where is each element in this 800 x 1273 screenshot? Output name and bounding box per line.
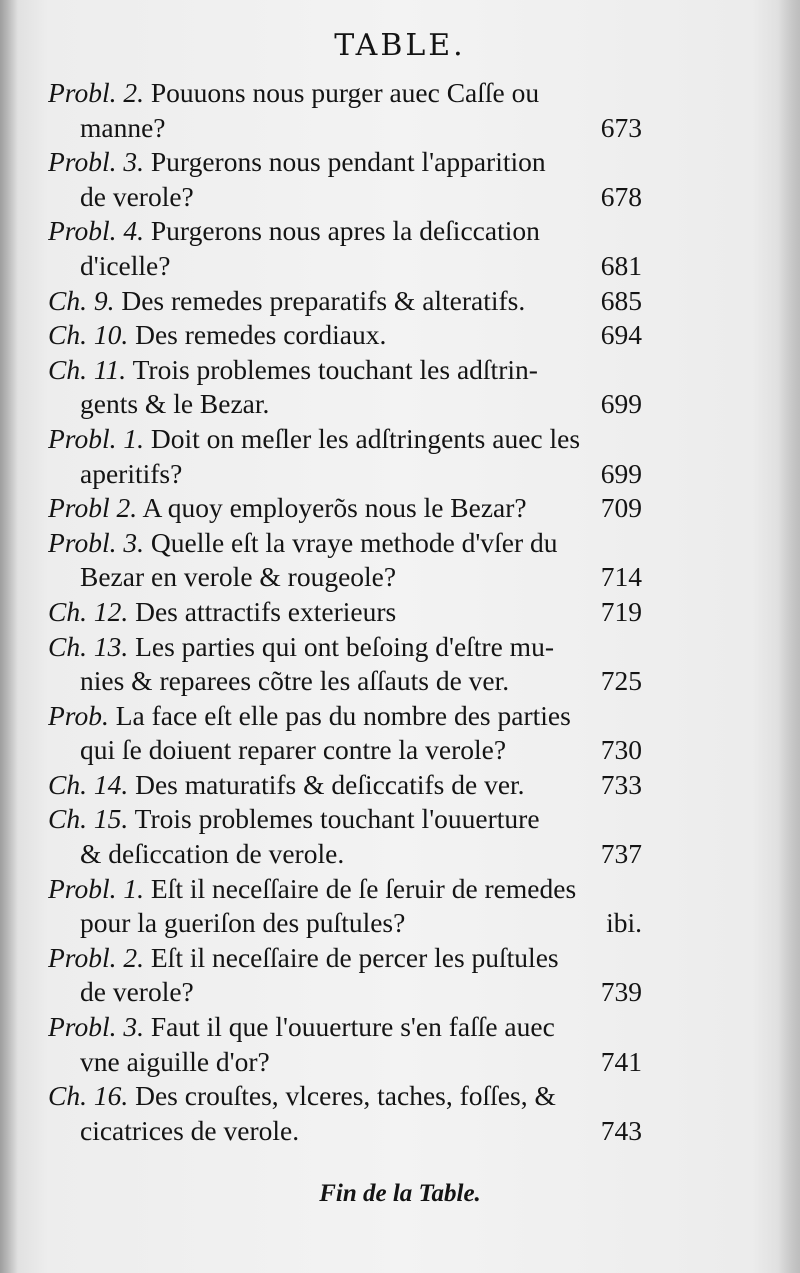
toc-entry-page: 699 [600,457,642,489]
toc-entry-title: Des attractifs exterieurs [135,595,397,627]
toc-entry-label: Ch. 12. [48,595,129,627]
toc-entry-line [48,1079,642,1114]
toc-entry-title: Eſt il neceſſaire de percer les puſtules [150,941,559,973]
toc-entry-text-wrap [80,664,509,699]
toc-entry-page: 714 [600,561,642,593]
toc-entry-title: Bezar en verole & rougeole? [80,561,397,593]
toc-entry-line [48,941,642,976]
toc-entry-line [48,111,642,146]
toc-entry-title: Doit on meſler les adſtringents auec les [150,422,581,454]
toc-entry-label: Prob. [48,699,109,731]
toc-entry-title: Eſt il neceſſaire de ſe ſeruir de remedes [150,872,577,904]
toc-entry-line [48,422,642,457]
toc-entry-title: La face eſt elle pas du nombre des parties [115,699,571,731]
toc-entry-title: Trois problemes touchant les adſtrin- [132,353,538,385]
toc-entry [48,941,642,1010]
toc-entry-line [48,975,642,1010]
gutter-shadow [0,0,18,1273]
toc-entry-title: cicatrices de verole. [80,1114,300,1146]
toc-entry-text-wrap [48,1080,556,1111]
toc-entry-text-wrap [48,768,525,803]
toc-entry-label: Probl. 4. [48,215,144,247]
toc-entry-text-wrap [80,733,506,768]
toc-entry-line [48,180,642,215]
toc-entry [48,1079,642,1148]
toc-entry-title: gents & le Bezar. [80,388,270,420]
toc-entry-page: 694 [600,319,642,351]
toc-entry-line [48,837,642,872]
toc-entry-text-wrap [48,77,539,108]
toc-entry-title: Les parties qui ont beſoing d'eſtre mu- [135,630,554,662]
toc-entry-title: de verole? [80,976,194,1008]
toc-entry-page: 737 [600,838,642,870]
toc-entry-line [48,595,642,630]
page-edge [778,0,800,1273]
toc-entry-page: 733 [600,768,642,800]
toc-entry-text-wrap [80,1045,270,1080]
toc-entry-text-wrap [80,457,182,492]
toc-entry [48,76,642,145]
toc-entry-title: aperitifs? [80,457,183,489]
toc-entry [48,872,642,941]
toc-entry-title: nies & reparees cõtre les aſſauts de ver. [80,665,510,697]
toc-entry-text-wrap [80,906,405,941]
toc-entry [48,422,642,491]
toc-entry-text-wrap [48,146,546,177]
toc-entry-label: Probl. 3. [48,526,144,558]
toc-entry-line [48,526,642,561]
toc-entry-label: Probl. 2. [48,77,144,108]
running-head: TABLE. [334,28,466,63]
toc-entry-line [48,284,642,319]
toc-entry-line [48,699,642,734]
toc-entry-text-wrap [48,942,559,973]
toc-entry-line [48,1010,642,1045]
toc-entry-text-wrap [80,837,344,872]
toc-entry-title: d'icelle? [80,249,171,281]
toc-entry-title: Purgerons nous apres la deſiccation [150,215,540,247]
toc-entry [48,768,642,803]
toc-entry-line [48,457,642,492]
colophon: Fin de la Table. [319,1180,481,1207]
toc-entry-line [48,802,642,837]
toc-entry-text-wrap [48,631,554,662]
toc-entry [48,491,642,526]
toc-entry [48,699,642,768]
toc-entry-line [48,145,642,180]
toc-entry-label: Probl. 2. [48,941,144,973]
toc-entry-title: de verole? [80,180,194,212]
toc-entry-line [48,1045,642,1080]
toc-entry-line [48,906,642,941]
table-of-contents [48,76,642,1148]
toc-entry-line [48,733,642,768]
toc-entry-text-wrap [48,284,525,319]
toc-entry-text-wrap [80,387,269,422]
toc-entry-text-wrap [48,873,576,904]
toc-entry-label: Ch. 9. [48,284,115,316]
toc-entry [48,595,642,630]
toc-entry-text-wrap [48,1011,555,1042]
toc-entry-text-wrap [48,527,557,558]
toc-entry-page: 741 [600,1045,642,1077]
toc-entry-text-wrap [48,595,396,630]
toc-entry [48,630,642,699]
toc-entry-text-wrap [48,318,386,353]
toc-entry-line [48,387,642,422]
toc-entry [48,318,642,353]
toc-entry-page: 719 [600,595,642,627]
toc-entry-title: pour la gueriſon des puſtules? [80,907,406,939]
toc-entry [48,353,642,422]
toc-entry-label: Ch. 16. [48,1080,129,1112]
toc-entry-line [48,491,642,526]
toc-entry-line [48,872,642,907]
toc-entry-title: Trois problemes touchant l'ouuerture [134,803,540,835]
toc-entry-text-wrap [48,803,540,834]
toc-entry-page: 681 [600,249,642,281]
toc-entry-label: Ch. 15. [48,803,129,835]
toc-entry-line [48,1114,642,1149]
toc-entry-text-wrap [48,700,571,731]
toc-entry [48,1010,642,1079]
toc-entry-label: Probl. 1. [48,422,144,454]
toc-entry-label: Probl. 3. [48,1011,144,1043]
toc-entry-page: 678 [600,180,642,212]
toc-entry-line [48,76,642,111]
toc-entry-line [48,249,642,284]
toc-entry-line [48,214,642,249]
toc-entry-title: Des maturatifs & deſiccatifs de ver. [135,768,525,800]
toc-entry-line [48,560,642,595]
toc-entry-label: Ch. 14. [48,768,129,800]
toc-entry-line [48,318,642,353]
toc-entry-title: vne aiguille d'or? [80,1045,270,1077]
toc-entry [48,526,642,595]
toc-entry-title: Faut il que l'ouuerture s'en faſſe auec [150,1011,555,1043]
toc-entry-page: 739 [600,976,642,1008]
toc-entry-title: Des crouſtes, vlceres, taches, foſſes, & [135,1080,556,1112]
toc-entry-page: 725 [600,665,642,697]
toc-entry-title: A quoy employerõs nous le Bezar? [142,492,527,524]
toc-entry-text-wrap [80,111,166,146]
toc-entry [48,145,642,214]
toc-entry-text-wrap [80,975,194,1010]
toc-entry-page: 699 [600,388,642,420]
toc-entry-line [48,353,642,388]
toc-entry-text-wrap [80,180,194,215]
toc-entry-title: manne? [80,111,166,143]
toc-entry-line [48,630,642,665]
toc-entry-label: Ch. 10. [48,319,129,351]
toc-entry [48,802,642,871]
toc-entry-label: Ch. 11. [48,353,127,385]
toc-entry-title: Des remedes cordiaux. [135,319,387,351]
toc-entry-label: Probl. 1. [48,872,144,904]
toc-entry-page: 685 [600,284,642,316]
toc-entry-page: ibi. [606,907,642,939]
toc-entry-title: qui ſe doiuent reparer contre la verole? [80,734,507,766]
toc-entry-line [48,768,642,803]
toc-entry-title: Des remedes preparatifs & alteratifs. [121,284,526,316]
toc-entry-text-wrap [80,249,170,284]
toc-entry-line [48,664,642,699]
toc-entry-title: Quelle eſt la vraye methode d'vſer du [150,526,558,558]
toc-entry-label: Probl 2. [48,492,138,524]
toc-entry [48,284,642,319]
toc-entry-page: 730 [600,734,642,766]
toc-entry-page: 743 [600,1114,642,1146]
toc-entry-page: 709 [600,492,642,524]
toc-entry-title: & deſiccation de verole. [80,838,345,870]
toc-entry-text-wrap [48,354,538,385]
toc-entry-title: Purgerons nous pendant l'apparition [150,146,546,178]
toc-entry-text-wrap [48,491,527,526]
toc-entry-title: Pouuons nous purger auec Caſſe ou [150,77,540,108]
toc-entry-text-wrap [48,423,580,454]
toc-entry-label: Ch. 13. [48,630,129,662]
toc-entry [48,214,642,283]
toc-entry-label: Probl. 3. [48,146,144,178]
toc-entry-text-wrap [48,215,540,246]
toc-entry-page: 673 [600,111,642,143]
toc-entry-text-wrap [80,560,396,595]
toc-entry-text-wrap [80,1114,299,1149]
